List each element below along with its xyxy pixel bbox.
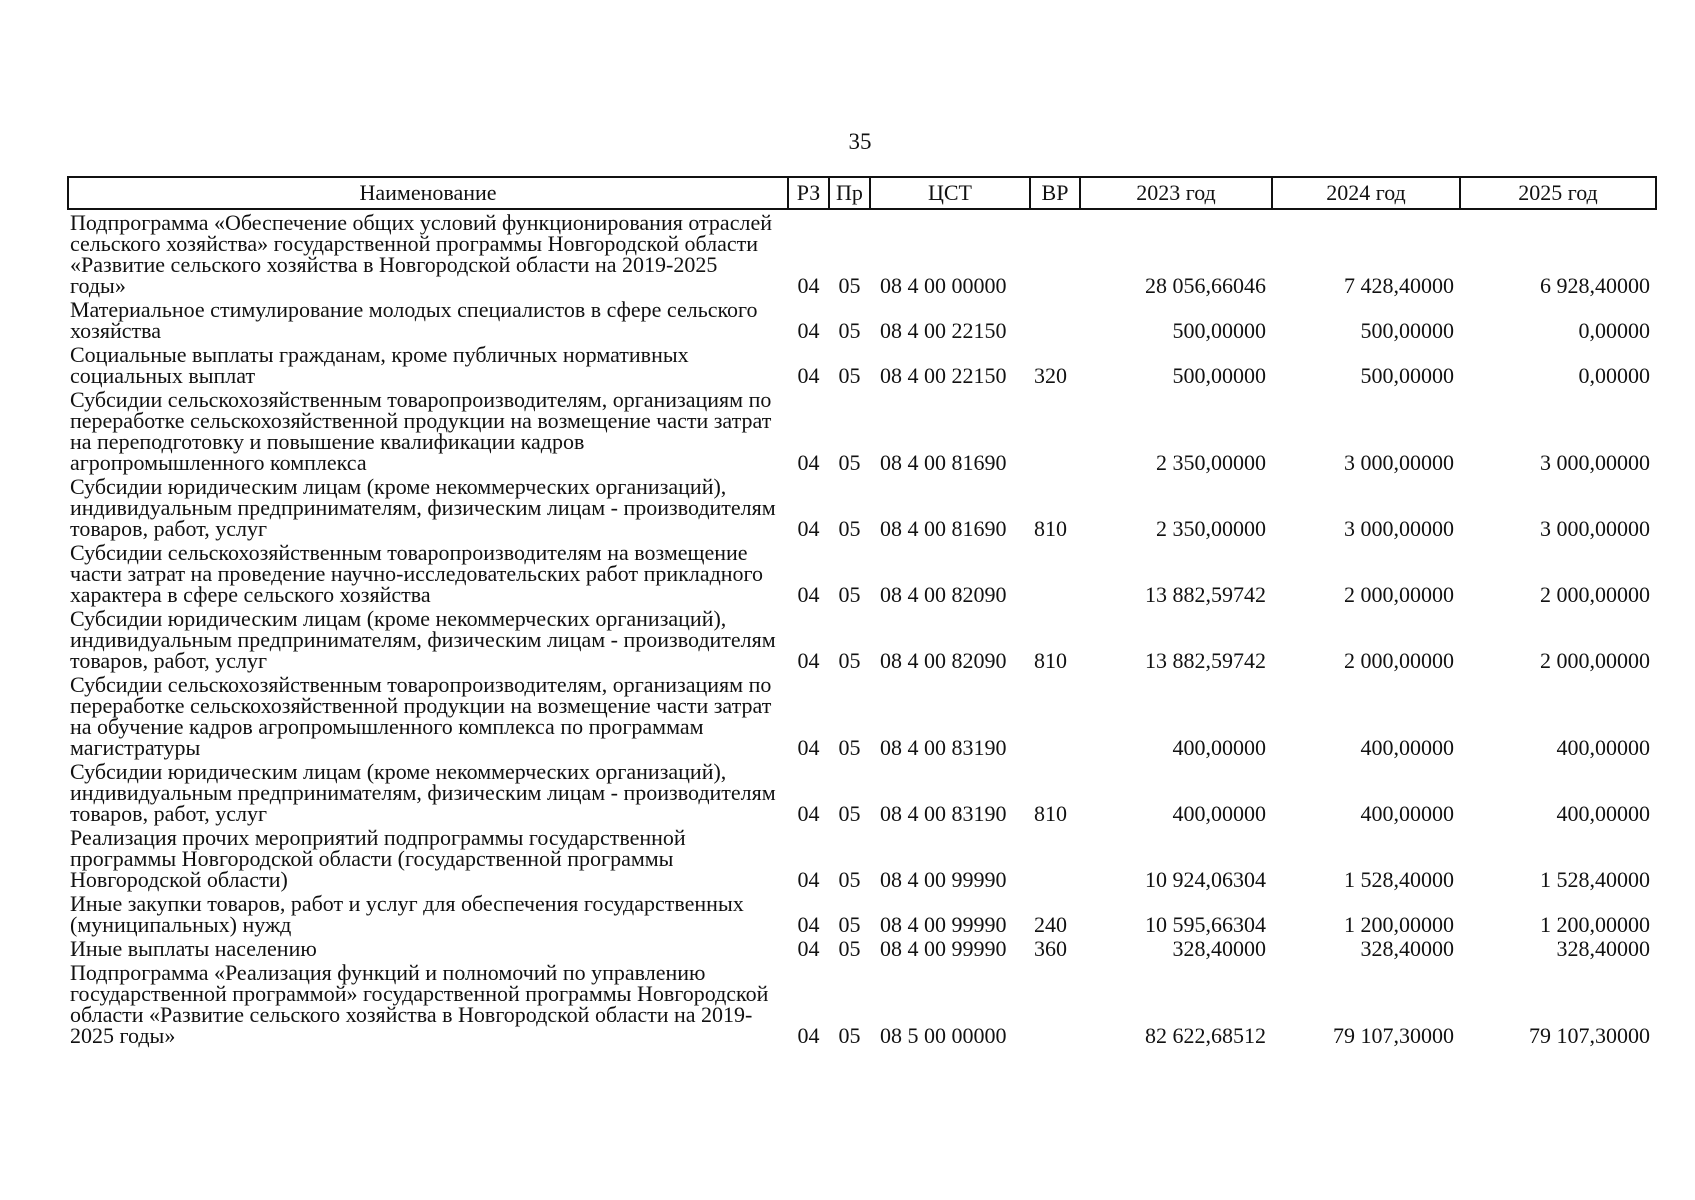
cell-pr: 05 xyxy=(838,801,861,826)
cell-2025: 1 528,40000 xyxy=(1540,867,1650,892)
cell-2025: 6 928,40000 xyxy=(1540,273,1650,298)
cell-pr: 05 xyxy=(838,867,861,892)
cell-rz: 04 xyxy=(797,867,820,892)
header-name: Наименование xyxy=(68,177,788,209)
cell-2024: 79 107,30000 xyxy=(1333,1023,1454,1048)
cell-cst: 08 4 00 00000 xyxy=(880,273,1007,298)
cell-2024: 2 000,00000 xyxy=(1344,648,1454,673)
page-number: 35 xyxy=(848,129,872,154)
cell-name: Субсидии сельскохозяйственным товаропроизводителям, организациям по переработке сельскохозяйственной продукции на возмещение части затрат на обучение кадров агропромышленного комплекса по программам магистратуры xyxy=(70,672,772,760)
cell-vr: 810 xyxy=(1034,648,1067,673)
cell-rz: 04 xyxy=(797,735,820,760)
cell-2025: 2 000,00000 xyxy=(1540,648,1650,673)
cell-2024: 3 000,00000 xyxy=(1344,450,1454,475)
cell-2024: 3 000,00000 xyxy=(1344,516,1454,541)
cell-name: Социальные выплаты гражданам, кроме публичных нормативных социальных выплат xyxy=(70,342,689,388)
cell-name: Подпрограмма «Обеспечение общих условий функционирования отраслей сельского хозяйства» государственной программы Новгородской области «Развитие сельского хозяйства в Новгородской области на 2019-2025 годы» xyxy=(70,210,772,298)
cell-2025: 0,00000 xyxy=(1578,363,1650,388)
cell-2023: 328,40000 xyxy=(1172,936,1266,961)
cell-rz: 04 xyxy=(797,648,820,673)
cell-2025: 0,00000 xyxy=(1578,318,1650,343)
cell-name: Субсидии юридическим лицам (кроме некоммерческих организаций), индивидуальным предпринимателям, физическим лицам - производителям товаров, работ, услуг xyxy=(70,606,776,673)
header-2023: 2023 год xyxy=(1080,177,1272,209)
cell-2024: 400,00000 xyxy=(1360,735,1454,760)
cell-2023: 82 622,68512 xyxy=(1145,1023,1266,1048)
cell-vr xyxy=(1030,672,1080,759)
cell-2025: 2 000,00000 xyxy=(1540,582,1650,607)
cell-2023: 10 595,66304 xyxy=(1145,912,1266,937)
budget-table xyxy=(67,176,1657,1047)
cell-name: Субсидии юридическим лицам (кроме некоммерческих организаций), индивидуальным предпринимателям, физическим лицам - производителям товаров, работ, услуг xyxy=(70,474,776,541)
cell-cst: 08 4 00 99990 xyxy=(880,912,1007,937)
cell-2023: 13 882,59742 xyxy=(1145,582,1266,607)
cell-rz: 04 xyxy=(797,912,820,937)
cell-2023: 500,00000 xyxy=(1172,363,1266,388)
cell-2024: 7 428,40000 xyxy=(1344,273,1454,298)
cell-rz: 04 xyxy=(797,363,820,388)
cell-rz: 04 xyxy=(797,1023,820,1048)
cell-2023: 28 056,66046 xyxy=(1145,273,1266,298)
cell-cst: 08 4 00 99990 xyxy=(880,936,1007,961)
cell-rz: 04 xyxy=(797,450,820,475)
cell-vr xyxy=(1030,540,1080,606)
header-vr: ВР xyxy=(1030,177,1080,209)
table-row xyxy=(68,936,1656,960)
table-row xyxy=(68,759,1656,825)
cell-2023: 400,00000 xyxy=(1172,801,1266,826)
cell-cst: 08 4 00 83190 xyxy=(880,735,1007,760)
table-row xyxy=(68,297,1656,342)
cell-2024: 1 528,40000 xyxy=(1344,867,1454,892)
cell-vr xyxy=(1030,297,1080,342)
cell-rz: 04 xyxy=(797,936,820,961)
cell-2023: 2 350,00000 xyxy=(1156,516,1266,541)
cell-2024: 500,00000 xyxy=(1360,363,1454,388)
table-row xyxy=(68,960,1656,1047)
cell-rz: 04 xyxy=(797,801,820,826)
cell-vr xyxy=(1030,387,1080,474)
cell-vr xyxy=(1030,960,1080,1047)
cell-cst: 08 4 00 22150 xyxy=(880,363,1007,388)
cell-pr: 05 xyxy=(838,912,861,937)
cell-pr: 05 xyxy=(838,936,861,961)
header-cst: ЦСТ xyxy=(870,177,1030,209)
cell-rz: 04 xyxy=(797,582,820,607)
cell-cst: 08 4 00 81690 xyxy=(880,516,1007,541)
header-rz: РЗ xyxy=(788,177,829,209)
cell-vr xyxy=(1030,209,1080,297)
cell-2025: 328,40000 xyxy=(1556,936,1650,961)
cell-cst: 08 4 00 99990 xyxy=(880,867,1007,892)
cell-pr: 05 xyxy=(838,1023,861,1048)
table-row xyxy=(68,540,1656,606)
cell-rz: 04 xyxy=(797,516,820,541)
table-row xyxy=(68,209,1656,297)
cell-2024: 2 000,00000 xyxy=(1344,582,1454,607)
cell-2023: 13 882,59742 xyxy=(1145,648,1266,673)
cell-vr: 810 xyxy=(1034,516,1067,541)
cell-pr: 05 xyxy=(838,273,861,298)
table-row xyxy=(68,606,1656,672)
cell-cst: 08 4 00 83190 xyxy=(880,801,1007,826)
cell-cst: 08 4 00 81690 xyxy=(880,450,1007,475)
cell-vr: 360 xyxy=(1034,936,1067,961)
cell-cst: 08 4 00 22150 xyxy=(880,318,1007,343)
table-row xyxy=(68,672,1656,759)
cell-2023: 400,00000 xyxy=(1172,735,1266,760)
table-row xyxy=(68,474,1656,540)
cell-2024: 400,00000 xyxy=(1360,801,1454,826)
table-row xyxy=(68,387,1656,474)
cell-pr: 05 xyxy=(838,648,861,673)
cell-cst: 08 5 00 00000 xyxy=(880,1023,1007,1048)
cell-2023: 2 350,00000 xyxy=(1156,450,1266,475)
cell-pr: 05 xyxy=(838,450,861,475)
cell-rz: 04 xyxy=(797,318,820,343)
cell-pr: 05 xyxy=(838,582,861,607)
cell-2025: 1 200,00000 xyxy=(1540,912,1650,937)
cell-name: Подпрограмма «Реализация функций и полномочий по управлению государственной программой» государственной программы Новгородской области «Развитие сельского хозяйства в Новгородской области на 2019-2025 годы» xyxy=(70,960,769,1048)
header-row xyxy=(68,177,1656,209)
cell-vr xyxy=(1030,825,1080,891)
cell-2025: 3 000,00000 xyxy=(1540,516,1650,541)
cell-2025: 79 107,30000 xyxy=(1529,1023,1650,1048)
header-2024: 2024 год xyxy=(1272,177,1460,209)
cell-name: Иные закупки товаров, работ и услуг для обеспечения государственных (муниципальных) нужд xyxy=(70,891,744,937)
cell-name: Субсидии сельскохозяйственным товаропроизводителям на возмещение части затрат на проведение научно-исследовательских работ прикладного характера в сфере сельского хозяйства xyxy=(70,540,764,607)
table-row xyxy=(68,825,1656,891)
cell-vr: 240 xyxy=(1034,912,1067,937)
cell-2023: 10 924,06304 xyxy=(1145,867,1266,892)
cell-name: Субсидии сельскохозяйственным товаропроизводителям, организациям по переработке сельскохозяйственной продукции на возмещение части затрат на переподготовку и повышение квалификации кадров агропромышленного комплекса xyxy=(70,387,772,475)
cell-name: Субсидии юридическим лицам (кроме некоммерческих организаций), индивидуальным предпринимателям, физическим лицам - производителям товаров, работ, услуг xyxy=(70,759,776,826)
header-2025: 2025 год xyxy=(1460,177,1656,209)
cell-name: Реализация прочих мероприятий подпрограммы государственной программы Новгородской области (государственной программы Новгородской области) xyxy=(70,825,686,892)
table-header xyxy=(68,177,1656,209)
cell-pr: 05 xyxy=(838,735,861,760)
cell-2023: 500,00000 xyxy=(1172,318,1266,343)
table-body xyxy=(68,209,1656,1047)
cell-pr: 05 xyxy=(838,318,861,343)
cell-2024: 1 200,00000 xyxy=(1344,912,1454,937)
cell-name: Материальное стимулирование молодых специалистов в сфере сельского хозяйства xyxy=(70,297,758,343)
cell-vr: 320 xyxy=(1034,363,1067,388)
cell-pr: 05 xyxy=(838,516,861,541)
cell-cst: 08 4 00 82090 xyxy=(880,648,1007,673)
cell-2024: 328,40000 xyxy=(1360,936,1454,961)
cell-name: Иные выплаты населению xyxy=(70,936,317,961)
cell-2025: 400,00000 xyxy=(1556,801,1650,826)
table-row xyxy=(68,891,1656,936)
cell-cst: 08 4 00 82090 xyxy=(880,582,1007,607)
table-row xyxy=(68,342,1656,387)
cell-vr: 810 xyxy=(1034,801,1067,826)
cell-rz: 04 xyxy=(797,273,820,298)
cell-2024: 500,00000 xyxy=(1360,318,1454,343)
cell-2025: 400,00000 xyxy=(1556,735,1650,760)
cell-2025: 3 000,00000 xyxy=(1540,450,1650,475)
header-pr: Пр xyxy=(829,177,870,209)
cell-pr: 05 xyxy=(838,363,861,388)
